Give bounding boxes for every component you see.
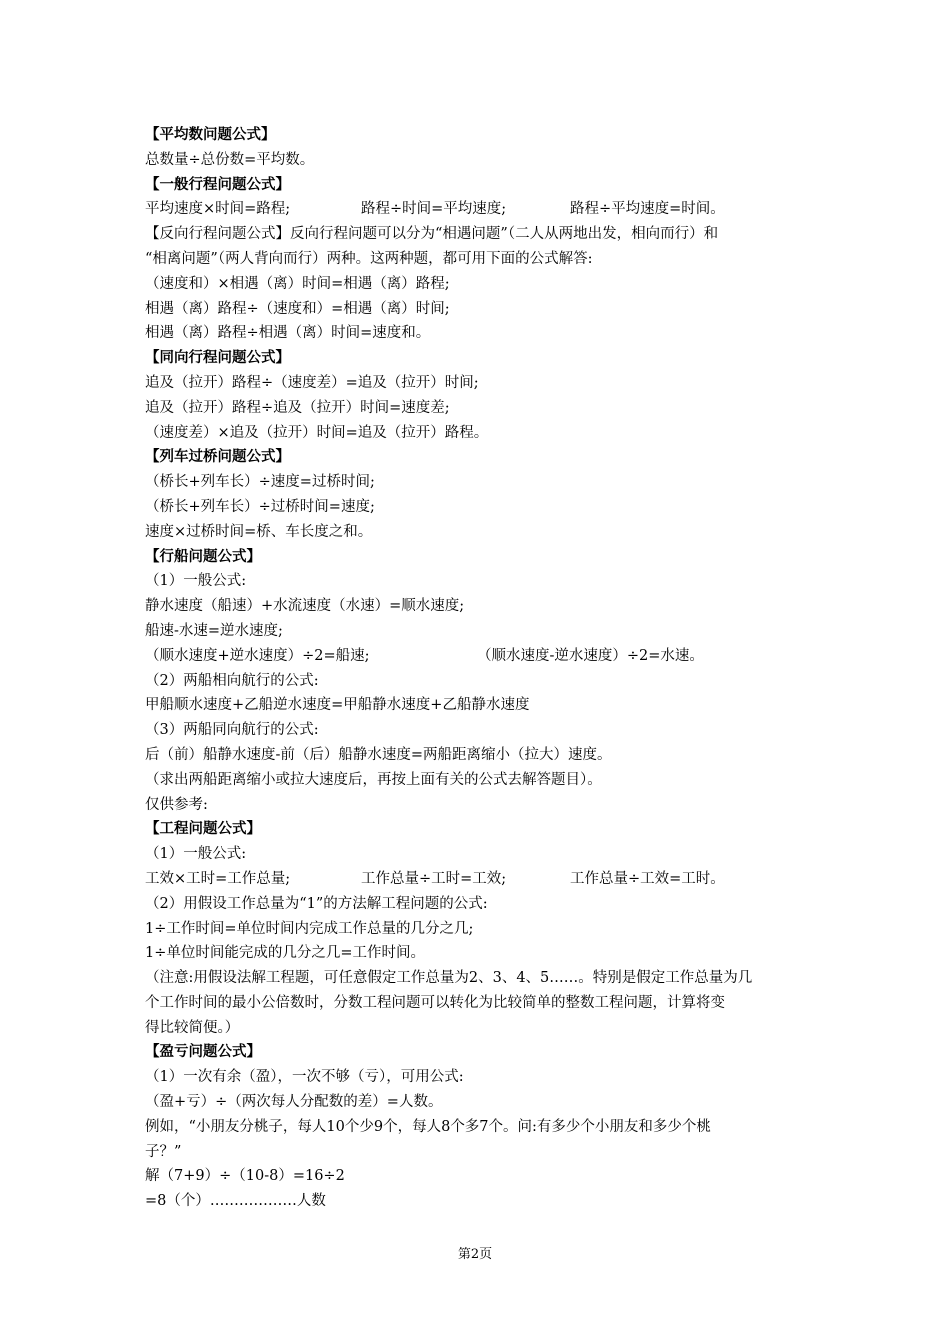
text-line: （桥长+列车长）÷过桥时间=速度; [145, 498, 375, 515]
section-heading: 【一般行程问题公式】 [145, 175, 290, 193]
text-line: （桥长+列车长）÷速度=过桥时间; [145, 474, 375, 491]
formula-item: （顺水速度+逆水速度）÷2=船速; [145, 647, 370, 664]
text-line: 例如，“小朋友分桃子，每人10个少9个，每人8个多7个。问:有多少个小朋友和多少个桃 [145, 1118, 711, 1135]
text-line: 得比较简便。） [145, 1019, 240, 1036]
formula-row [145, 867, 813, 892]
text-line: 解（7+9）÷（10-8）=16÷2 [145, 1168, 345, 1185]
formula-row [145, 197, 813, 222]
formula-item: 平均速度×时间=路程; [145, 201, 291, 218]
formula-row [145, 644, 813, 669]
formula-item: 路程÷平均速度=时间。 [570, 201, 725, 218]
text-line: （注意:用假设法解工程题，可任意假定工作总量为2、3、4、5……。特别是假定工作总量为几 [145, 970, 753, 987]
text-line: （速度差）×追及（拉开）时间=追及（拉开）路程。 [145, 424, 489, 441]
formula-item: 工作总量÷工时=工效; [361, 870, 507, 887]
text-line: 追及（拉开）路程÷（速度差）=追及（拉开）时间; [145, 374, 479, 391]
text-line: 后（前）船静水速度-前（后）船静水速度=两船距离缩小（拉大）速度。 [145, 746, 612, 763]
text-line: （1）一次有余（盈），一次不够（亏），可用公式: [145, 1069, 464, 1086]
section-heading: 【平均数问题公式】 [145, 126, 276, 143]
section-heading: 【行船问题公式】 [145, 547, 261, 565]
text-line: （2）用假设工作总量为“1”的方法解工程问题的公式: [145, 895, 488, 912]
text-line: （1）一般公式: [145, 846, 247, 863]
formula-item: （顺水速度-逆水速度）÷2=水速。 [477, 647, 704, 664]
text-line: 速度×过桥时间=桥、车长度之和。 [145, 523, 373, 540]
text-line: 船速-水速=逆水速度; [145, 622, 283, 639]
text-line: 静水速度（船速）+水流速度（水速）=顺水速度; [145, 598, 465, 615]
document-body [145, 123, 813, 1214]
text-line: 【反向行程问题公式】反向行程问题可以分为“相遇问题”（二人从两地出发，相向而行）和 [145, 226, 719, 243]
text-line: 仅供参考: [145, 796, 208, 813]
text-line: 1÷单位时间能完成的几分之几=工作时间。 [145, 945, 426, 962]
page-number: 第2页 [457, 1247, 493, 1262]
text-line: =8（个）………………人数 [145, 1193, 326, 1210]
text-line: 总数量÷总份数=平均数。 [145, 151, 315, 168]
text-line: “相离问题”（两人背向而行）两种。这两种题，都可用下面的公式解答: [145, 250, 593, 267]
text-line: 相遇（离）路程÷相遇（离）时间=速度和。 [145, 325, 431, 342]
text-line: （2）两船相向航行的公式: [145, 672, 319, 689]
text-line: （求出两船距离缩小或拉大速度后，再按上面有关的公式去解答题目）。 [145, 771, 602, 788]
text-line: 1÷工作时间=单位时间内完成工作总量的几分之几; [145, 920, 474, 937]
text-line: 甲船顺水速度+乙船逆水速度=甲船静水速度+乙船静水速度 [145, 697, 530, 714]
formula-item: 路程÷时间=平均速度; [361, 201, 507, 218]
section-heading: 【同向行程问题公式】 [145, 349, 290, 367]
formula-item: 工作总量÷工效=工时。 [570, 870, 725, 887]
text-line: 相遇（离）路程÷（速度和）=相遇（离）时间; [145, 300, 450, 317]
text-line: （3）两船同向航行的公式: [145, 722, 319, 739]
formula-item: 工效×工时=工作总量; [145, 870, 291, 887]
text-line: （1）一般公式: [145, 573, 247, 590]
text-line: 追及（拉开）路程÷追及（拉开）时间=速度差; [145, 399, 450, 416]
text-line: （速度和）×相遇（离）时间=相遇（离）路程; [145, 275, 450, 292]
text-line: 个工作时间的最小公倍数时，分数工程问题可以转化为比较简单的整数工程问题，计算将变 [145, 994, 725, 1011]
section-heading: 【列车过桥问题公式】 [145, 448, 290, 466]
section-heading: 【盈亏问题公式】 [145, 1043, 261, 1061]
section-heading: 【工程问题公式】 [145, 820, 261, 838]
text-line: 子？” [145, 1143, 182, 1160]
text-line: （盈+亏）÷（两次每人分配数的差）=人数。 [145, 1094, 443, 1111]
